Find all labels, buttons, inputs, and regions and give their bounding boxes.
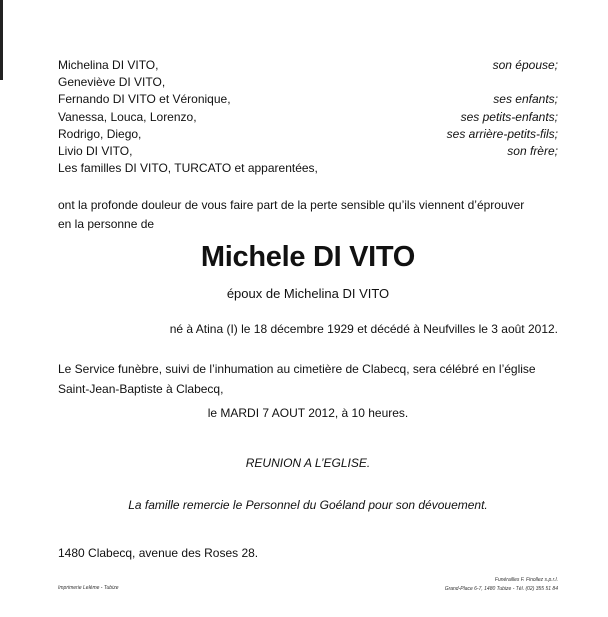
family-name: Geneviève DI VITO, bbox=[58, 75, 166, 90]
family-row bbox=[58, 126, 558, 143]
service-line: Le Service funèbre, suivi de l’inhumation au cimetière de Clabecq, sera célébré en l’église bbox=[58, 362, 536, 376]
family-role: son épouse; bbox=[492, 58, 558, 72]
family-row bbox=[58, 91, 558, 108]
family-row bbox=[58, 160, 558, 177]
deceased-name: Michele DI VITO bbox=[200, 241, 416, 273]
reunion-note: REUNION A L’EGLISE. bbox=[245, 456, 371, 470]
family-role: ses petits-enfants; bbox=[460, 109, 558, 124]
family-role: son frère; bbox=[507, 143, 558, 158]
funeral-home-address: Grand-Place 6-7, 1480 Tubize - Tél. (02) 355 51 84 bbox=[444, 586, 558, 592]
service-line: Saint-Jean-Baptiste à Clabecq, bbox=[58, 382, 224, 396]
service-text bbox=[58, 359, 558, 399]
birth-death-line: né à Atina (I) le 18 décembre 1929 et décédé à Neufvilles le 3 août 2012. bbox=[169, 322, 558, 336]
family-role: ses enfants; bbox=[493, 92, 558, 107]
intro-line: en la personne de bbox=[58, 217, 155, 231]
family-name: Livio DI VITO, bbox=[58, 143, 133, 158]
left-edge-mark bbox=[0, 0, 3, 80]
intro-line: ont la profonde douleur de vous faire part de la perte sensible qu’ils viennent d’éprouver bbox=[58, 198, 525, 212]
family-row bbox=[58, 109, 558, 126]
family-name: Vanessa, Louca, Lorenzo, bbox=[58, 109, 197, 124]
family-name: Michelina DI VITO, bbox=[58, 58, 159, 72]
intro-text bbox=[58, 196, 558, 234]
funeral-home-name: Funérailles F. Finollez s.p.r.l. bbox=[494, 577, 558, 583]
family-name: Les familles DI VITO, TURCATO et apparentées, bbox=[58, 161, 318, 176]
printer-credit: Imprimerie Leléme - Tubize bbox=[58, 585, 119, 591]
family-list bbox=[58, 57, 558, 177]
family-address: 1480 Clabecq, avenue des Roses 28. bbox=[58, 546, 259, 560]
family-name: Rodrigo, Diego, bbox=[58, 126, 142, 141]
family-row bbox=[58, 57, 558, 74]
family-role: ses arrière-petits-fils; bbox=[446, 126, 558, 141]
family-name: Fernando DI VITO et Véronique, bbox=[58, 92, 231, 107]
thanks-note: La famille remercie le Personnel du Goéland pour son dévouement. bbox=[128, 498, 488, 512]
spouse-line: époux de Michelina DI VITO bbox=[226, 286, 390, 301]
service-date: le MARDI 7 AOUT 2012, à 10 heures. bbox=[207, 406, 409, 420]
family-row bbox=[58, 74, 558, 91]
funeral-home-credit bbox=[445, 576, 558, 594]
family-row bbox=[58, 143, 558, 160]
